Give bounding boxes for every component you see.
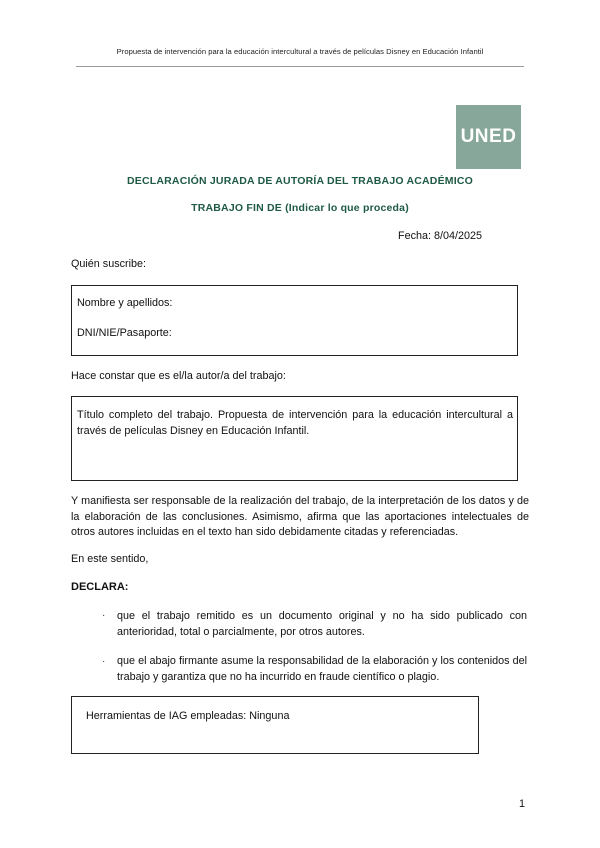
ai-tools-box: [71, 696, 479, 754]
who-label: Quién suscribe:: [71, 258, 147, 270]
responsibility-paragraph: Y manifiesta ser responsable de la realización del trabajo, de la interpretación de los datos y de la elaboración de las conclusiones. Asimismo, afirma que las aportaciones intelectuales de otros autores incluidas en el texto han sido debidamente citadas y referenciadas.: [71, 495, 529, 538]
ai-tools-text: Herramientas de IAG empleadas: Ninguna: [86, 710, 290, 722]
declaration-item-2: que el abajo firmante asume la responsabilidad de la elaboración y los contenidos del trabajo y garantiza que no ha incurrido en fraude científico o plagio.: [117, 655, 527, 683]
page-number: 1: [519, 798, 526, 810]
document-title: DECLARACIÓN JURADA DE AUTORÍA DEL TRABAJO ACADÉMICO: [126, 175, 473, 187]
name-field-label: Nombre y apellidos:: [77, 297, 173, 309]
in-this-sense-text: En este sentido,: [71, 553, 149, 565]
id-field-label: DNI/NIE/Pasaporte:: [77, 327, 172, 339]
running-header: Propuesta de intervención para la educación intercultural a través de películas Disney en Educación Infantil: [116, 47, 484, 56]
declaration-item-1: que el trabajo remitido es un documento original y no ha sido publicado con anterioridad, total o parcialmente, por otros autores.: [117, 610, 527, 638]
document-subtitle: TRABAJO FIN DE (Indicar lo que proceda): [191, 202, 409, 214]
author-statement: Hace constar que es el/la autor/a del trabajo:: [71, 370, 286, 382]
header-divider: [76, 66, 524, 67]
date-field: Fecha: 8/04/2025: [398, 230, 483, 242]
work-title-box: [71, 396, 518, 481]
bullet-marker: ·: [102, 610, 106, 621]
work-title-text: Título completo del trabajo. Propuesta de intervención para la educación intercultural a través de películas Disney en Educación Infantil.: [77, 409, 513, 437]
declara-heading: DECLARA:: [71, 581, 129, 593]
identity-box: [71, 285, 518, 356]
bullet-marker: ·: [102, 656, 106, 667]
uned-logo: UNED: [456, 105, 521, 169]
